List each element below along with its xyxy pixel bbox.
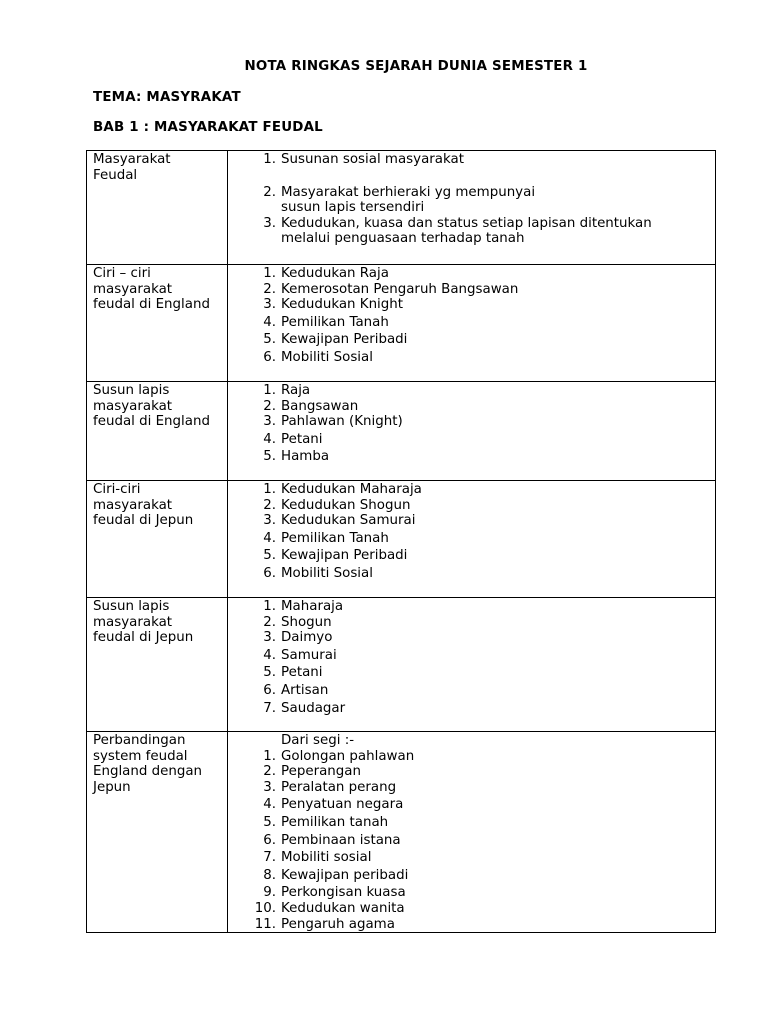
items-cell <box>228 598 716 732</box>
item-number: 6. <box>263 349 276 365</box>
item-number: 2. <box>263 497 276 513</box>
topic-line: masyarakat <box>93 398 173 414</box>
item-text: Kewajipan Peribadi <box>281 548 408 564</box>
list-item <box>228 185 715 216</box>
item-text: Daimyo <box>281 630 333 646</box>
item-text: Kewajipan Peribadi <box>281 332 408 348</box>
item-number: 2. <box>263 614 276 630</box>
list-item <box>228 282 715 298</box>
item-number: 4. <box>263 797 276 813</box>
list-item <box>228 414 715 430</box>
item-number: 4. <box>263 647 276 663</box>
item-number: 1. <box>263 152 276 167</box>
item-text: Masyarakat berhieraki yg mempunyai <box>281 184 536 200</box>
table-row <box>87 265 716 382</box>
item-text: Hamba <box>281 449 330 465</box>
topic-line: Jepun <box>93 779 131 795</box>
list-item <box>228 482 715 498</box>
list-item <box>228 566 715 582</box>
list-item <box>228 152 715 168</box>
item-text: Petani <box>281 665 323 681</box>
list-item <box>228 833 715 849</box>
item-number: 4. <box>263 314 276 330</box>
item-text: Kedudukan Knight <box>281 297 404 313</box>
item-number: 10. <box>254 900 276 916</box>
table-row <box>87 481 716 598</box>
item-text: susun lapis tersendiri <box>281 200 425 216</box>
item-number: 7. <box>263 850 276 866</box>
item-number: 5. <box>263 548 276 564</box>
topic-cell <box>87 481 228 598</box>
list-item <box>228 780 715 796</box>
item-text: Pahlawan (Knight) <box>281 414 403 430</box>
item-text: Bangsawan <box>281 398 359 414</box>
item-text: Peperangan <box>281 764 361 780</box>
list-item <box>228 630 715 646</box>
topic-line: Susun lapis <box>93 599 170 614</box>
list-item <box>228 432 715 448</box>
list-item <box>228 513 715 529</box>
table-row <box>87 598 716 732</box>
topic-cell <box>87 151 228 265</box>
list-item <box>228 350 715 366</box>
item-text: Perkongisan kuasa <box>281 885 406 901</box>
tema-heading: TEMA: MASYRAKAT <box>93 90 241 105</box>
item-number: 2. <box>263 184 276 200</box>
list-item <box>228 449 715 465</box>
item-text: Artisan <box>281 682 329 698</box>
item-number: 5. <box>263 332 276 348</box>
item-number: 1. <box>263 748 276 764</box>
list-item <box>228 297 715 313</box>
item-text: Mobiliti Sosial <box>281 349 373 365</box>
item-text: Kewajipan peribadi <box>281 867 409 883</box>
topic-line: system feudal <box>93 748 188 764</box>
list-item <box>228 901 715 917</box>
item-number: 4. <box>263 431 276 447</box>
item-text: Maharaja <box>281 599 344 614</box>
list-item <box>228 266 715 282</box>
item-text: Pemilikan Tanah <box>281 530 389 546</box>
list-item <box>228 683 715 699</box>
item-text: Pengaruh agama <box>281 916 395 932</box>
topic-line: feudal di Jepun <box>93 513 194 529</box>
topic-cell <box>87 382 228 481</box>
item-text: melalui penguasaan terhadap tanah <box>281 231 525 247</box>
topic-line: Ciri – ciri <box>93 266 151 281</box>
item-number: 5. <box>263 449 276 465</box>
item-text: Kedudukan Samurai <box>281 513 416 529</box>
item-text: Pemilikan tanah <box>281 814 389 830</box>
topic-line: Perbandingan <box>93 733 186 748</box>
list-item <box>228 615 715 631</box>
topic-line: Masyarakat <box>93 152 171 167</box>
item-number: 5. <box>263 814 276 830</box>
list-item <box>228 868 715 884</box>
item-text: Saudagar <box>281 700 346 716</box>
list-item <box>228 531 715 547</box>
items-cell <box>228 382 716 481</box>
item-number: 1. <box>263 266 276 281</box>
topic-cell <box>87 598 228 732</box>
item-number: 6. <box>263 832 276 848</box>
item-number: 4. <box>263 530 276 546</box>
topic-line: Ciri-ciri <box>93 482 141 497</box>
item-number: 1. <box>263 599 276 614</box>
item-text: Mobiliti Sosial <box>281 565 373 581</box>
list-item <box>228 332 715 348</box>
item-text: Shogun <box>281 614 332 630</box>
list-item <box>228 498 715 514</box>
list-item <box>228 764 715 780</box>
list-item <box>228 815 715 831</box>
list-item <box>228 599 715 615</box>
item-text: Kedudukan wanita <box>281 900 405 916</box>
item-text: Pemilikan Tanah <box>281 314 389 330</box>
list-item <box>228 917 715 933</box>
item-number: 2. <box>263 764 276 780</box>
document-title: NOTA RINGKAS SEJARAH DUNIA SEMESTER 1 <box>244 59 588 74</box>
item-number: 2. <box>263 398 276 414</box>
topic-line: Susun lapis <box>93 383 170 398</box>
items-cell <box>228 151 716 265</box>
item-number: 7. <box>263 700 276 716</box>
item-number: 3. <box>263 513 276 529</box>
item-text: Kedudukan Shogun <box>281 497 411 513</box>
item-number: 1. <box>263 482 276 497</box>
topic-line: feudal di Jepun <box>93 630 194 646</box>
item-number: 3. <box>263 414 276 430</box>
item-text: Samurai <box>281 647 337 663</box>
item-number: 11. <box>254 916 276 932</box>
item-number: 5. <box>263 665 276 681</box>
items-cell <box>228 481 716 598</box>
topic-line: feudal di England <box>93 297 210 313</box>
table-row <box>87 382 716 481</box>
list-item <box>228 749 715 765</box>
item-text: Petani <box>281 431 323 447</box>
item-number: 2. <box>263 281 276 297</box>
list-item <box>228 216 715 247</box>
list-item <box>228 548 715 564</box>
item-text: Kedudukan, kuasa dan status setiap lapisan ditentukan <box>281 215 652 231</box>
notes-table <box>86 150 716 933</box>
item-number: 6. <box>263 565 276 581</box>
item-number: 3. <box>263 297 276 313</box>
list-item <box>228 701 715 717</box>
item-text: Kedudukan Maharaja <box>281 482 422 497</box>
item-text: Penyatuan negara <box>281 797 404 813</box>
list-item <box>228 315 715 331</box>
item-number: 6. <box>263 682 276 698</box>
topic-cell <box>87 265 228 382</box>
item-text: Peralatan perang <box>281 779 397 795</box>
topic-line: masyarakat <box>93 281 173 297</box>
item-number: 3. <box>263 779 276 795</box>
item-number: 1. <box>263 383 276 398</box>
topic-line: Feudal <box>93 167 138 183</box>
comparison-subheading: Dari segi :- <box>281 733 355 748</box>
items-cell <box>228 732 716 933</box>
topic-cell <box>87 732 228 933</box>
list-item <box>228 797 715 813</box>
list-item <box>228 885 715 901</box>
topic-line: masyarakat <box>93 614 173 630</box>
item-text: Kemerosotan Pengaruh Bangsawan <box>281 281 519 297</box>
item-text: Golongan pahlawan <box>281 748 415 764</box>
list-item <box>228 399 715 415</box>
item-text: Raja <box>281 383 311 398</box>
items-cell <box>228 265 716 382</box>
list-item <box>228 648 715 664</box>
list-item <box>228 383 715 399</box>
topic-line: England dengan <box>93 764 203 780</box>
item-text: Mobiliti sosial <box>281 850 372 866</box>
item-number: 3. <box>263 215 276 231</box>
item-text: Susunan sosial masyarakat <box>281 152 464 167</box>
item-number: 9. <box>263 885 276 901</box>
list-item <box>228 850 715 866</box>
item-number: 3. <box>263 630 276 646</box>
item-text: Pembinaan istana <box>281 832 401 848</box>
item-text: Kedudukan Raja <box>281 266 389 281</box>
item-number: 8. <box>263 867 276 883</box>
bab-heading: BAB 1 : MASYARAKAT FEUDAL <box>93 120 323 135</box>
list-item <box>228 665 715 681</box>
topic-line: masyarakat <box>93 497 173 513</box>
topic-line: feudal di England <box>93 414 210 430</box>
table-row <box>87 732 716 933</box>
table-row <box>87 151 716 265</box>
